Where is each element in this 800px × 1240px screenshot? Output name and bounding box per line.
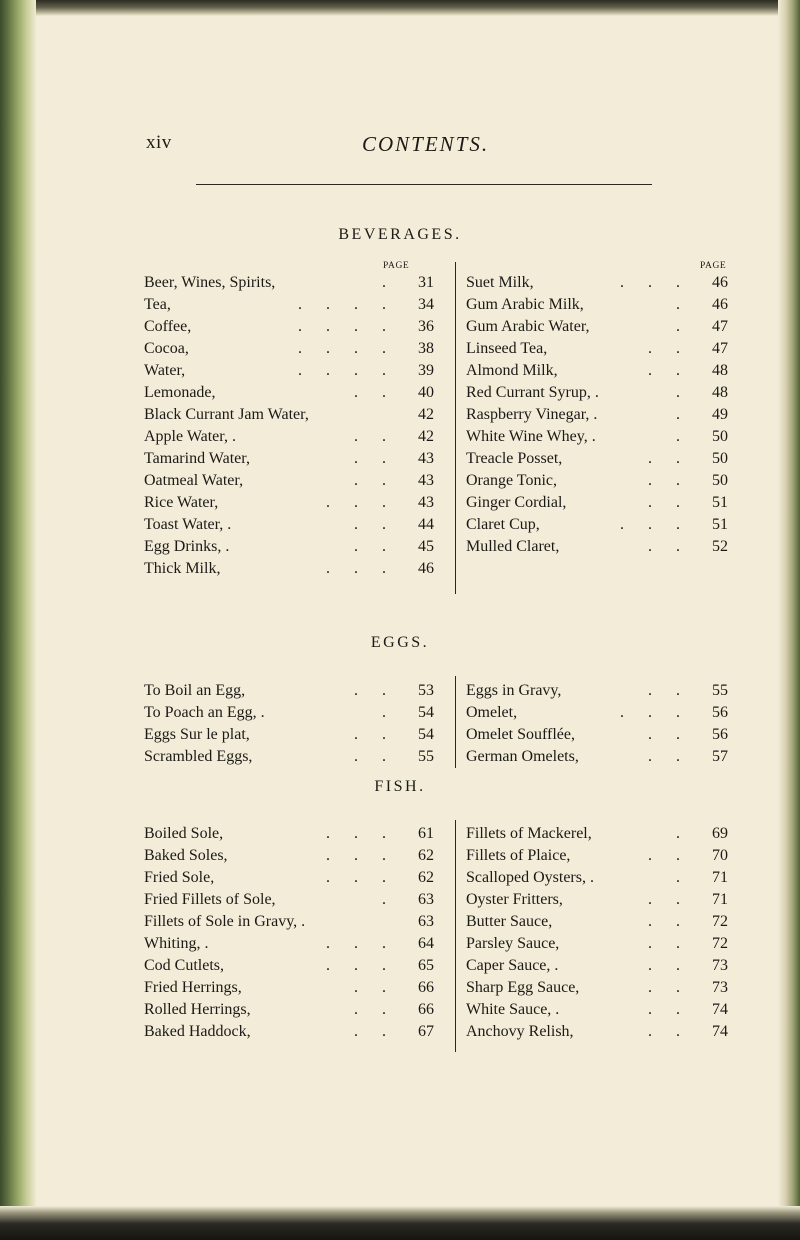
page-top-edge — [0, 0, 800, 16]
entry-title: Beer, Wines, Spirits, — [144, 274, 276, 291]
toc-entry — [144, 382, 434, 404]
dot-leader: . . — [648, 726, 690, 743]
entry-page-number: 62 — [418, 869, 434, 886]
entry-title: Mulled Claret, — [466, 538, 560, 555]
entry-page-number: 65 — [418, 957, 434, 974]
toc-entry — [466, 680, 728, 702]
toc-entry — [144, 294, 434, 316]
toc-entry — [466, 889, 728, 911]
eggs-right-column — [466, 680, 728, 768]
dot-leader: . . . — [326, 825, 396, 842]
entry-title: Treacle Posset, — [466, 450, 563, 467]
entry-title: Lemonade, — [144, 384, 216, 401]
toc-entry — [144, 338, 434, 360]
entry-page-number: 36 — [418, 318, 434, 335]
dot-leader: . . . . — [298, 362, 396, 379]
toc-entry — [144, 536, 434, 558]
entry-title: Whiting, . — [144, 935, 209, 952]
dot-leader: . . — [354, 472, 396, 489]
entry-page-number: 72 — [712, 913, 728, 930]
toc-entry — [144, 999, 434, 1021]
entry-title: To Poach an Egg, . — [144, 704, 265, 721]
toc-entry — [466, 360, 728, 382]
entry-page-number: 48 — [712, 362, 728, 379]
dot-leader: . . . . — [298, 318, 396, 335]
entry-page-number: 55 — [418, 748, 434, 765]
toc-entry — [466, 1021, 728, 1043]
entry-page-number: 46 — [712, 274, 728, 291]
entry-title: Claret Cup, — [466, 516, 540, 533]
toc-entry — [466, 911, 728, 933]
entry-title: Fried Herrings, — [144, 979, 242, 996]
entry-title: Gum Arabic Water, — [466, 318, 590, 335]
entry-page-number: 34 — [418, 296, 434, 313]
dot-leader: . . — [648, 847, 690, 864]
toc-entry — [466, 867, 728, 889]
dot-leader: . . . . — [298, 296, 396, 313]
entry-title: Red Currant Syrup, . — [466, 384, 599, 401]
fish-left-column — [144, 823, 434, 1043]
toc-entry — [466, 746, 728, 768]
entry-page-number: 44 — [418, 516, 434, 533]
entry-page-number: 54 — [418, 726, 434, 743]
entry-title: Orange Tonic, — [466, 472, 557, 489]
entry-title: Suet Milk, — [466, 274, 534, 291]
entry-page-number: 51 — [712, 494, 728, 511]
dot-leader: . . . — [326, 494, 396, 511]
dot-leader: . — [382, 704, 396, 721]
entry-title: Coffee, — [144, 318, 192, 335]
toc-entry — [466, 977, 728, 999]
entry-page-number: 51 — [712, 516, 728, 533]
entry-title: Apple Water, . — [144, 428, 236, 445]
dot-leader: . — [676, 318, 690, 335]
entry-page-number: 70 — [712, 847, 728, 864]
toc-entry — [466, 426, 728, 448]
dot-leader: . . — [354, 726, 396, 743]
head-rule — [196, 184, 652, 185]
entry-page-number: 39 — [418, 362, 434, 379]
entry-title: Baked Haddock, — [144, 1023, 251, 1040]
entry-page-number: 47 — [712, 318, 728, 335]
entry-page-number: 53 — [418, 682, 434, 699]
toc-entry — [144, 977, 434, 999]
dot-leader: . . — [648, 748, 690, 765]
page-folio: xiv — [146, 132, 172, 153]
entry-page-number: 42 — [418, 406, 434, 423]
dot-leader: . . — [648, 472, 690, 489]
entry-page-number: 49 — [712, 406, 728, 423]
fish-right-column — [466, 823, 728, 1043]
entry-page-number: 46 — [712, 296, 728, 313]
entry-title: Caper Sauce, . — [466, 957, 559, 974]
entry-title: Fillets of Mackerel, — [466, 825, 592, 842]
entry-title: Raspberry Vinegar, . — [466, 406, 598, 423]
toc-entry — [144, 702, 434, 724]
dot-leader: . — [676, 406, 690, 423]
entry-title: Thick Milk, — [144, 560, 221, 577]
entry-title: Black Currant Jam Water, — [144, 406, 309, 423]
toc-entry — [144, 514, 434, 536]
running-head-title: CONTENTS. — [362, 132, 490, 156]
dot-leader: . . — [648, 1001, 690, 1018]
entry-page-number: 72 — [712, 935, 728, 952]
dot-leader: . . — [648, 1023, 690, 1040]
toc-entry — [466, 536, 728, 558]
toc-entry — [466, 823, 728, 845]
entry-title: Baked Soles, — [144, 847, 228, 864]
entry-title: Ginger Cordial, — [466, 494, 567, 511]
entry-title: Boiled Sole, — [144, 825, 224, 842]
dot-leader: . . . — [620, 274, 690, 291]
toc-entry — [144, 933, 434, 955]
entry-title: Cod Cutlets, — [144, 957, 225, 974]
toc-entry — [466, 845, 728, 867]
dot-leader: . . . . — [298, 340, 396, 357]
running-head — [0, 132, 800, 162]
toc-entry — [466, 999, 728, 1021]
entry-page-number: 74 — [712, 1001, 728, 1018]
beverages-left-column — [144, 272, 434, 580]
page-bottom-edge — [0, 1206, 800, 1240]
section-title-fish: FISH. — [374, 778, 426, 795]
page-column-label-left: PAGE — [383, 261, 410, 271]
entry-page-number: 54 — [418, 704, 434, 721]
entry-page-number: 71 — [712, 891, 728, 908]
dot-leader: . — [676, 296, 690, 313]
entry-page-number: 31 — [418, 274, 434, 291]
toc-entry — [466, 724, 728, 746]
dot-leader: . . — [354, 538, 396, 555]
toc-entry — [466, 514, 728, 536]
dot-leader: . . — [354, 450, 396, 467]
toc-entry — [144, 404, 434, 426]
eggs-left-column — [144, 680, 434, 768]
entry-page-number: 63 — [418, 891, 434, 908]
entry-page-number: 45 — [418, 538, 434, 555]
entry-page-number: 74 — [712, 1023, 728, 1040]
entry-title: Water, — [144, 362, 186, 379]
entry-page-number: 71 — [712, 869, 728, 886]
entry-title: Almond Milk, — [466, 362, 558, 379]
entry-title: Fried Sole, — [144, 869, 215, 886]
dot-leader: . . — [354, 682, 396, 699]
page-right-edge — [778, 0, 800, 1240]
toc-entry — [466, 272, 728, 294]
toc-entry — [144, 746, 434, 768]
entry-title: Eggs in Gravy, — [466, 682, 562, 699]
toc-entry — [144, 867, 434, 889]
entry-title: Toast Water, . — [144, 516, 232, 533]
toc-entry — [466, 955, 728, 977]
entry-title: Egg Drinks, . — [144, 538, 230, 555]
entry-page-number: 66 — [418, 979, 434, 996]
entry-page-number: 66 — [418, 1001, 434, 1018]
entry-title: Linseed Tea, — [466, 340, 548, 357]
entry-title: Rolled Herrings, — [144, 1001, 251, 1018]
entry-page-number: 50 — [712, 472, 728, 489]
dot-leader: . — [382, 274, 396, 291]
toc-entry — [466, 404, 728, 426]
entry-title: Oyster Fritters, — [466, 891, 563, 908]
entry-page-number: 43 — [418, 450, 434, 467]
dot-leader: . . — [354, 748, 396, 765]
toc-entry — [144, 470, 434, 492]
entry-page-number: 50 — [712, 450, 728, 467]
entry-title: White Wine Whey, . — [466, 428, 596, 445]
toc-entry — [144, 492, 434, 514]
entry-page-number: 61 — [418, 825, 434, 842]
toc-entry — [466, 492, 728, 514]
entry-title: Tea, — [144, 296, 171, 313]
dot-leader: . — [676, 384, 690, 401]
eggs-column-divider — [455, 676, 456, 768]
entry-title: Rice Water, — [144, 494, 219, 511]
dot-leader: . . — [648, 682, 690, 699]
toc-entry — [144, 724, 434, 746]
entry-title: Tamarind Water, — [144, 450, 250, 467]
toc-entry — [144, 911, 434, 933]
toc-entry — [466, 294, 728, 316]
entry-page-number: 63 — [418, 913, 434, 930]
dot-leader: . . — [354, 428, 396, 445]
dot-leader: . . — [648, 913, 690, 930]
dot-leader: . . — [354, 979, 396, 996]
toc-entry — [144, 360, 434, 382]
toc-entry — [466, 448, 728, 470]
beverages-right-column — [466, 272, 728, 558]
entry-page-number: 57 — [712, 748, 728, 765]
entry-page-number: 73 — [712, 957, 728, 974]
dot-leader: . — [676, 428, 690, 445]
dot-leader: . — [676, 869, 690, 886]
dot-leader: . . — [648, 362, 690, 379]
entry-title: Eggs Sur le plat, — [144, 726, 250, 743]
toc-entry — [466, 933, 728, 955]
entry-title: Sharp Egg Sauce, — [466, 979, 580, 996]
entry-page-number: 43 — [418, 494, 434, 511]
toc-entry — [144, 426, 434, 448]
entry-page-number: 69 — [712, 825, 728, 842]
entry-title: Omelet Soufflée, — [466, 726, 576, 743]
dot-leader: . . . — [326, 935, 396, 952]
toc-entry — [144, 955, 434, 977]
toc-entry — [466, 470, 728, 492]
toc-entry — [466, 702, 728, 724]
toc-entry — [144, 845, 434, 867]
entry-title: Anchovy Relish, — [466, 1023, 574, 1040]
toc-entry — [144, 316, 434, 338]
dot-leader: . . . — [326, 957, 396, 974]
entry-page-number: 40 — [418, 384, 434, 401]
dot-leader: . . . — [620, 704, 690, 721]
dot-leader: . . — [648, 494, 690, 511]
entry-title: Butter Sauce, — [466, 913, 553, 930]
dot-leader: . . — [648, 935, 690, 952]
entry-title: Cocoa, — [144, 340, 189, 357]
toc-entry — [466, 382, 728, 404]
entry-page-number: 73 — [712, 979, 728, 996]
dot-leader: . . . — [326, 560, 396, 577]
entry-page-number: 47 — [712, 340, 728, 357]
entry-title: Parsley Sauce, — [466, 935, 560, 952]
dot-leader: . . . — [326, 847, 396, 864]
dot-leader: . . — [354, 1001, 396, 1018]
entry-title: German Omelets, — [466, 748, 579, 765]
entry-page-number: 46 — [418, 560, 434, 577]
toc-entry — [144, 823, 434, 845]
entry-page-number: 55 — [712, 682, 728, 699]
dot-leader: . . — [648, 957, 690, 974]
entry-page-number: 62 — [418, 847, 434, 864]
entry-title: Omelet, — [466, 704, 518, 721]
entry-title: Oatmeal Water, — [144, 472, 244, 489]
dot-leader: . — [382, 891, 396, 908]
dot-leader: . . . — [326, 869, 396, 886]
entry-page-number: 64 — [418, 935, 434, 952]
entry-page-number: 56 — [712, 704, 728, 721]
entry-page-number: 38 — [418, 340, 434, 357]
dot-leader: . . — [648, 450, 690, 467]
toc-entry — [144, 558, 434, 580]
entry-title: Scrambled Eggs, — [144, 748, 253, 765]
section-title-beverages: BEVERAGES. — [338, 226, 462, 243]
entry-page-number: 50 — [712, 428, 728, 445]
toc-entry — [466, 338, 728, 360]
dot-leader: . . — [648, 979, 690, 996]
entry-title: To Boil an Egg, — [144, 682, 246, 699]
fish-column-divider — [455, 820, 456, 1052]
toc-entry — [144, 889, 434, 911]
beverages-column-divider — [455, 262, 456, 594]
entry-title: Fillets of Plaice, — [466, 847, 571, 864]
entry-page-number: 56 — [712, 726, 728, 743]
entry-page-number: 43 — [418, 472, 434, 489]
page-column-label-right: PAGE — [700, 261, 727, 271]
dot-leader: . . — [354, 516, 396, 533]
dot-leader: . . — [354, 384, 396, 401]
dot-leader: . . — [648, 538, 690, 555]
entry-page-number: 67 — [418, 1023, 434, 1040]
entry-title: Gum Arabic Milk, — [466, 296, 584, 313]
book-spine-edge — [0, 0, 36, 1240]
entry-title: Scalloped Oysters, . — [466, 869, 594, 886]
dot-leader: . . . — [620, 516, 690, 533]
toc-entry — [144, 448, 434, 470]
dot-leader: . . — [354, 1023, 396, 1040]
dot-leader: . . — [648, 340, 690, 357]
entry-title: White Sauce, . — [466, 1001, 560, 1018]
entry-title: Fried Fillets of Sole, — [144, 891, 276, 908]
toc-entry — [144, 272, 434, 294]
toc-entry — [144, 1021, 434, 1043]
dot-leader: . . — [648, 891, 690, 908]
entry-title: Fillets of Sole in Gravy, . — [144, 913, 306, 930]
entry-page-number: 52 — [712, 538, 728, 555]
toc-entry — [466, 316, 728, 338]
entry-page-number: 42 — [418, 428, 434, 445]
section-title-eggs: EGGS. — [370, 634, 430, 651]
dot-leader: . — [676, 825, 690, 842]
toc-entry — [144, 680, 434, 702]
entry-page-number: 48 — [712, 384, 728, 401]
